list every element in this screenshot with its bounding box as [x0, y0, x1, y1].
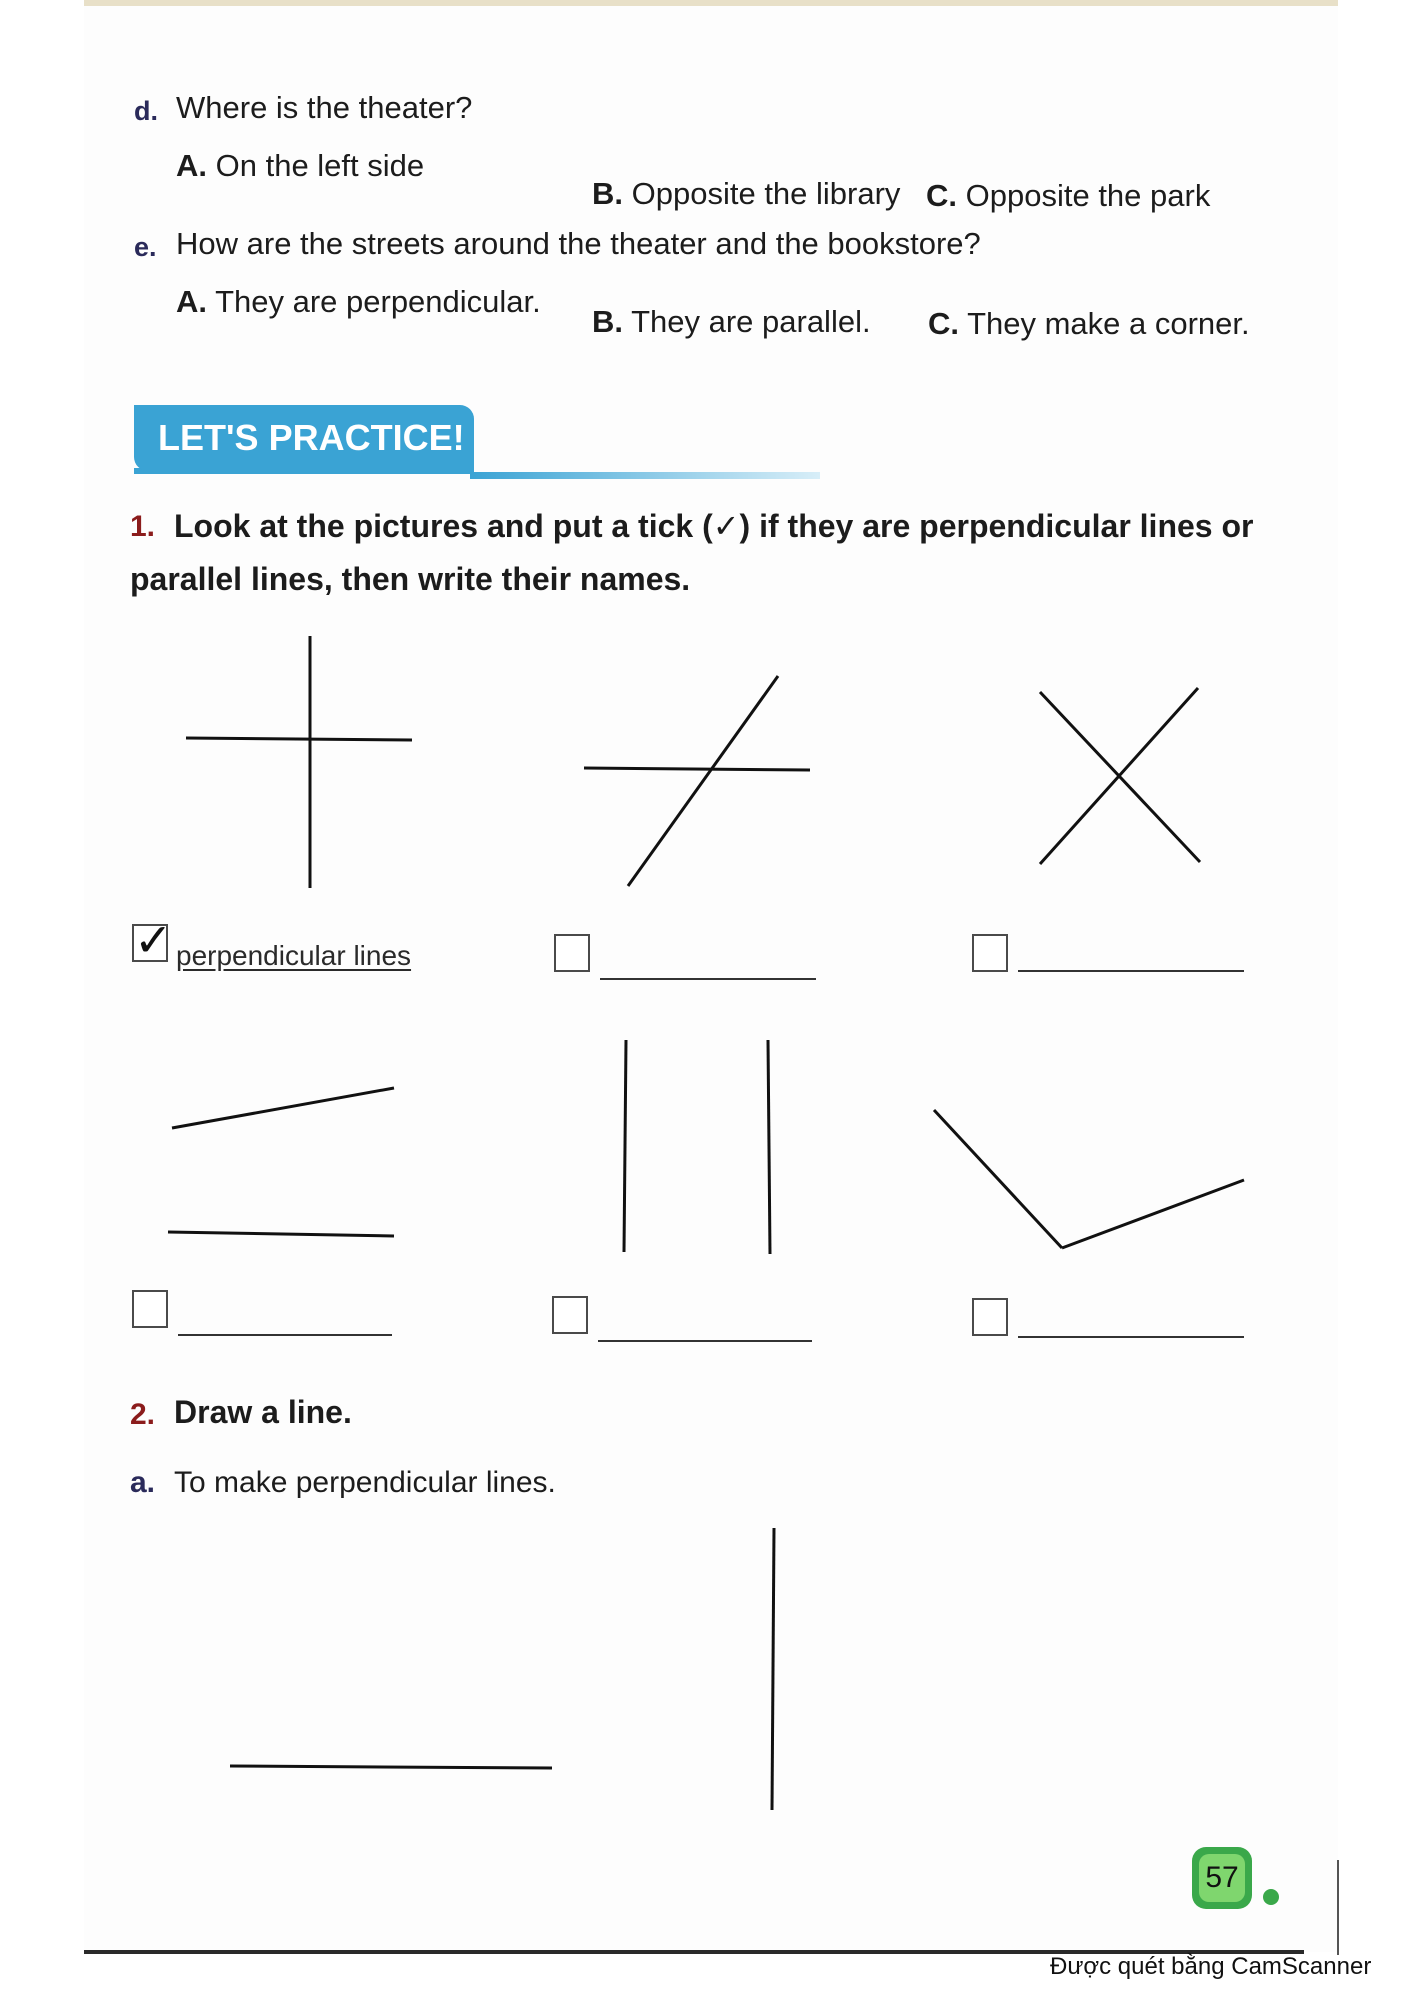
question-e-option-a [176, 284, 541, 320]
answer-line-item-2[interactable] [600, 978, 816, 980]
exercise-1-instruction-line2: parallel lines, then write their names. [130, 561, 691, 597]
page-number: 57 [1199, 1854, 1245, 1902]
option-letter: B. [592, 304, 623, 339]
green-dot-icon [1263, 1889, 1279, 1905]
scanner-watermark: Được quét bằng CamScanner [1050, 1953, 1372, 1980]
option-text: They are perpendicular. [215, 284, 541, 319]
figure-v-corner [930, 1106, 1248, 1254]
question-d-option-a [176, 148, 424, 184]
option-text: Opposite the library [631, 176, 901, 211]
checkbox-item-4[interactable] [132, 1290, 168, 1328]
option-letter: B. [592, 176, 623, 211]
drawing-area-perpendicular[interactable] [220, 1526, 820, 1816]
answer-item-1[interactable]: perpendicular lines [176, 940, 412, 971]
checkbox-item-2[interactable] [554, 934, 590, 972]
option-letter: A. [176, 148, 207, 183]
checkbox-item-3[interactable] [972, 934, 1008, 972]
question-d-text: Where is the theater? [176, 90, 473, 125]
option-text: On the left side [215, 148, 425, 183]
figure-perpendicular-cross [180, 636, 420, 896]
option-letter: C. [926, 178, 957, 213]
question-d-option-b [592, 176, 900, 212]
option-letter: A. [176, 284, 207, 319]
figure-oblique-intersecting [580, 672, 820, 902]
question-e-text: How are the streets around the theater and the bookstore? [176, 226, 981, 261]
exercise-1-instruction-line1: Look at the pictures and put a tick (✓) if they are perpendicular lines or [174, 508, 1254, 544]
checkbox-item-6[interactable] [972, 1298, 1008, 1336]
figure-non-parallel-pair [166, 1084, 406, 1244]
option-text: Opposite the park [965, 178, 1211, 213]
answer-line-item-4[interactable] [178, 1334, 392, 1336]
option-text: They make a corner. [967, 306, 1250, 341]
lets-practice-banner: LET'S PRACTICE! [134, 405, 474, 471]
page-top-edge [84, 0, 1338, 6]
checkbox-item-5[interactable] [552, 1296, 588, 1334]
page-number-badge [1192, 1847, 1252, 1909]
exercise-2a-letter: a. [130, 1466, 156, 1499]
tick-icon: ✓ [134, 914, 173, 966]
banner-underline [470, 472, 820, 479]
answer-line-item-6[interactable] [1018, 1336, 1244, 1338]
question-d-option-c [926, 178, 1210, 214]
option-text: They are parallel. [631, 304, 871, 339]
question-e-option-b [592, 304, 871, 340]
figure-x-cross [1030, 682, 1210, 872]
exercise-2-title: Draw a line. [174, 1394, 352, 1430]
answer-line-item-5[interactable] [598, 1340, 812, 1342]
exercise-2a-text: To make perpendicular lines. [174, 1466, 556, 1499]
question-e-letter: e. [134, 232, 157, 262]
question-e-option-c [928, 306, 1250, 342]
question-d-letter: d. [134, 96, 158, 126]
exercise-2-number: 2. [130, 1398, 156, 1431]
right-rule [1337, 1860, 1339, 1955]
figure-vertical-parallel [610, 1036, 790, 1258]
option-letter: C. [928, 306, 959, 341]
answer-line-item-3[interactable] [1018, 970, 1244, 972]
exercise-1-number: 1. [130, 510, 156, 543]
